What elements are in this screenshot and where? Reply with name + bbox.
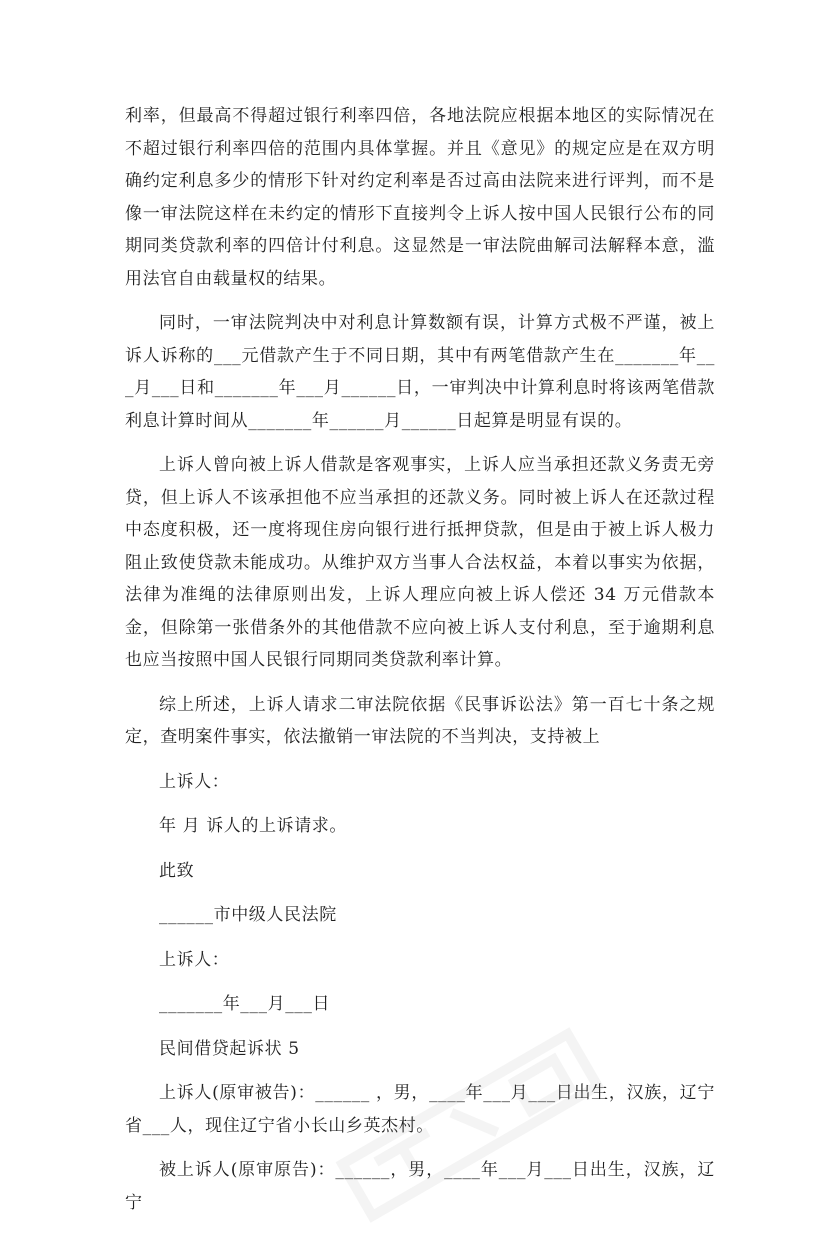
paragraph-repayment-duty: 上诉人曾向被上诉人借款是客观事实，上诉人应当承担还款义务责无旁贷，但上诉人不该承担他不应当承担的还款义务。同时被上诉人在还款过程中态度积极，还一度将现住房向银行进行抵押贷款，但是由于被上诉人极力阻止致使贷款未能成功。从维护双方当事人合法权益，本着以事实为依据，法律为准绳的法律原则出发，上诉人理应向被上诉人偿还 34 万元借款本金，但除第一张借条外的其他借款不应向被上诉人支付利息，至于逾期利息也应当按照中国人民银行同期同类贷款利率计算。 xyxy=(125,455,715,670)
date-line: _______年___月___日 xyxy=(159,994,331,1014)
appeal-request-line: 年 月 诉人的上诉请求。 xyxy=(159,816,348,836)
section-heading: 民间借贷起诉状 5 xyxy=(159,1038,300,1059)
court-name-line: ______市中级人民法院 xyxy=(159,905,337,925)
appellant-label: 上诉人： xyxy=(159,949,230,970)
appellee-party-info: 被上诉人(原审原告)：______，男，____年___月___日出生，汉族，辽宁 xyxy=(125,1160,715,1213)
document-body xyxy=(125,100,715,1219)
appellant-signature-label: 上诉人： xyxy=(159,771,230,792)
appellant-party-info: 上诉人(原审被告)：______ ，男，____年___月___日出生，汉族，辽宁省___人，现住辽宁省小长山乡英杰村。 xyxy=(125,1083,715,1136)
paragraph-conclusion: 综上所述，上诉人请求二审法院依据《民事诉讼法》第一百七十条之规定，查明案件事实，依法撤销一审法院的不当判决，支持被上 xyxy=(125,694,715,747)
salutation: 此致 xyxy=(159,860,195,881)
paragraph-calculation-error: 同时，一审法院判决中对利息计算数额有误，计算方式极不严谨，被上诉人诉称的___元借款产生于不同日期，其中有两笔借款产生在_______年___月___日和_______年___月______日，一审判决中计算利息时将该两笔借款利息计算时间从_______年______月______日起算是明显有误的。 xyxy=(125,313,715,431)
paragraph-interest-rate: 利率，但最高不得超过银行利率四倍，各地法院应根据本地区的实际情况在不超过银行利率四倍的范围内具体掌握。并且《意见》的规定应是在双方明确约定利息多少的情形下针对约定利率是否过高由法院来进行评判，而不是像一审法院这样在未约定的情形下直接判令上诉人按中国人民银行公布的同期同类贷款利率的四倍计付利息。这显然是一审法院曲解司法解释本意，滥用法官自由载量权的结果。 xyxy=(125,106,715,289)
